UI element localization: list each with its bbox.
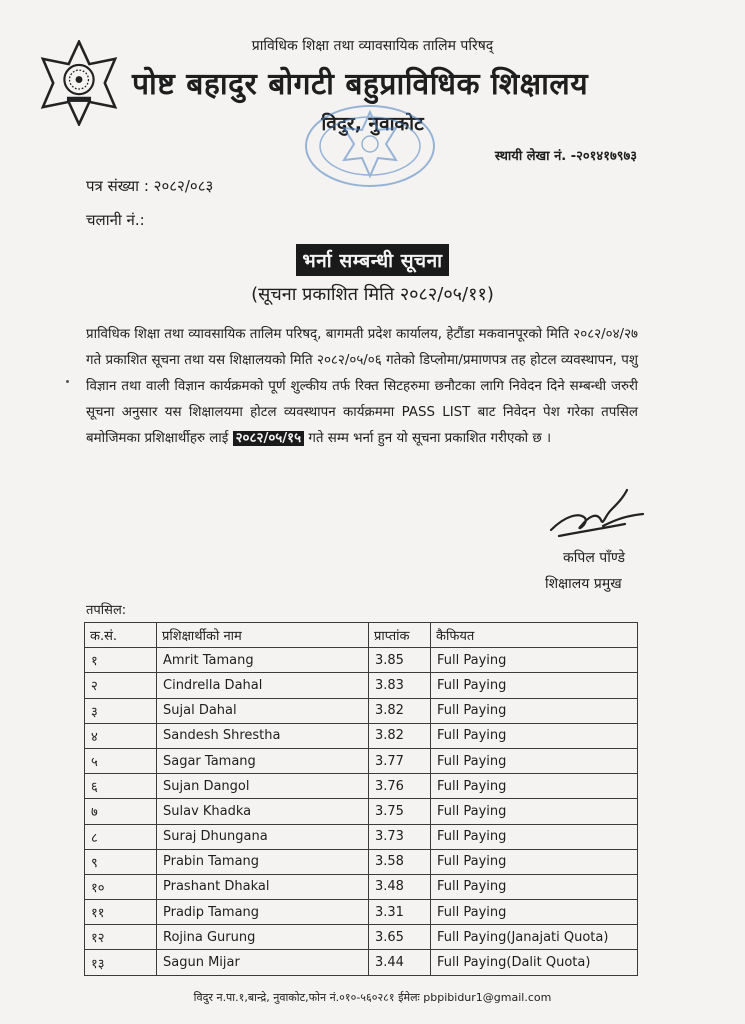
table-row bbox=[85, 925, 638, 950]
table-row bbox=[85, 950, 638, 975]
cell-name: Pradip Tamang bbox=[157, 900, 369, 925]
cell-name: Amrit Tamang bbox=[157, 648, 369, 673]
cell-serial: ८ bbox=[85, 824, 157, 849]
cell-score: 3.76 bbox=[369, 774, 431, 799]
cell-remarks: Full Paying bbox=[431, 824, 638, 849]
cell-remarks: Full Paying bbox=[431, 774, 638, 799]
office-seal-icon bbox=[300, 100, 440, 192]
cell-serial: ११ bbox=[85, 900, 157, 925]
letter-number: पत्र संख्या : २०८२/०८३ bbox=[86, 177, 214, 195]
cell-serial: १३ bbox=[85, 950, 157, 975]
table-row bbox=[85, 874, 638, 899]
footer-contact bbox=[0, 990, 745, 1005]
council-name: प्राविधिक शिक्षा तथा व्यावसायिक तालिम परिषद् bbox=[251, 38, 494, 54]
cell-serial: २ bbox=[85, 673, 157, 698]
footer-email: pbpibidur1@gmail.com bbox=[423, 991, 552, 1004]
table-row bbox=[85, 723, 638, 748]
header-serial: क.सं. bbox=[85, 623, 157, 648]
cell-name: Sagun Mijar bbox=[157, 950, 369, 975]
table-row bbox=[85, 648, 638, 673]
header-name: प्रशिक्षार्थीको नाम bbox=[157, 623, 369, 648]
table-row bbox=[85, 673, 638, 698]
cell-remarks: Full Paying bbox=[431, 723, 638, 748]
cell-remarks: Full Paying bbox=[431, 874, 638, 899]
annex-label: तपसिल: bbox=[86, 603, 127, 618]
cell-score: 3.75 bbox=[369, 799, 431, 824]
stray-mark bbox=[66, 380, 69, 383]
cell-serial: ३ bbox=[85, 698, 157, 723]
cell-score: 3.31 bbox=[369, 900, 431, 925]
cell-name: Sulav Khadka bbox=[157, 799, 369, 824]
cell-remarks: Full Paying(Janajati Quota) bbox=[431, 925, 638, 950]
cell-remarks: Full Paying(Dalit Quota) bbox=[431, 950, 638, 975]
cell-remarks: Full Paying bbox=[431, 799, 638, 824]
student-table bbox=[84, 622, 638, 976]
cell-score: 3.48 bbox=[369, 874, 431, 899]
cell-serial: १ bbox=[85, 648, 157, 673]
cell-serial: ७ bbox=[85, 799, 157, 824]
table-row bbox=[85, 698, 638, 723]
cell-name: Sujan Dangol bbox=[157, 774, 369, 799]
cell-score: 3.83 bbox=[369, 673, 431, 698]
table-row bbox=[85, 774, 638, 799]
dispatch-number: चलानी नं.: bbox=[86, 211, 145, 229]
cell-remarks: Full Paying bbox=[431, 648, 638, 673]
cell-name: Suraj Dhungana bbox=[157, 824, 369, 849]
school-location: विदुर, नुवाकोट bbox=[321, 113, 424, 135]
notice-body-text: प्राविधिक शिक्षा तथा व्यावसायिक तालिम परिषद्, बागमती प्रदेश कार्यालय, हेटौंडा मकवानपूरको मिति २०८२/०४/२७ गते प्रकाशित सूचना तथा यस शिक्षालयको मिति २०८२/०५/०६ गतेको डिप्लोमा/प्रमाणपत्र तह होटल व्यवस्थापन, पशु विज्ञान तथा वाली विज्ञान कार्यक्रमको पूर्ण शुल्कीय तर्फ रिक्त सिटहरुमा छनौटका लागि निवेदन दिने सम्बन्धी जरुरी सूचना अनुसार यस शिक्षालयमा होटल व्यवस्थापन कार्यक्रममा PASS LIST बाट निवेदन पेश गरेका तपसिल बमोजिमका प्रशिक्षार्थीहरु लाई bbox=[86, 327, 638, 446]
cell-score: 3.58 bbox=[369, 849, 431, 874]
table-row bbox=[85, 849, 638, 874]
signatory-title: शिक्षालय प्रमुख bbox=[545, 576, 622, 592]
table-row bbox=[85, 748, 638, 773]
notice-title: भर्ना सम्बन्धी सूचना bbox=[296, 244, 448, 276]
table-row bbox=[85, 900, 638, 925]
cell-score: 3.65 bbox=[369, 925, 431, 950]
table-row bbox=[85, 824, 638, 849]
cell-name: Prashant Dhakal bbox=[157, 874, 369, 899]
admission-deadline: २०८२/०५/१५ bbox=[233, 431, 305, 446]
publish-date: (सूचना प्रकाशित मिति २०८२/०५/११) bbox=[251, 284, 494, 305]
cell-serial: ५ bbox=[85, 748, 157, 773]
signatory-name: कपिल पाँण्डे bbox=[563, 550, 625, 566]
cell-name: Sujal Dahal bbox=[157, 698, 369, 723]
pan-number: स्थायी लेखा नं. -२०१४१७९७३ bbox=[494, 149, 637, 164]
cell-serial: १० bbox=[85, 874, 157, 899]
cell-name: Prabin Tamang bbox=[157, 849, 369, 874]
cell-name: Cindrella Dahal bbox=[157, 673, 369, 698]
header-remarks: कैफियत bbox=[431, 623, 638, 648]
cell-serial: ४ bbox=[85, 723, 157, 748]
cell-score: 3.82 bbox=[369, 723, 431, 748]
cell-remarks: Full Paying bbox=[431, 698, 638, 723]
header-score: प्राप्तांक bbox=[369, 623, 431, 648]
cell-remarks: Full Paying bbox=[431, 900, 638, 925]
table-header-row bbox=[85, 623, 638, 648]
cell-serial: १२ bbox=[85, 925, 157, 950]
cell-score: 3.73 bbox=[369, 824, 431, 849]
cell-remarks: Full Paying bbox=[431, 673, 638, 698]
table-row bbox=[85, 799, 638, 824]
cell-name: Rojina Gurung bbox=[157, 925, 369, 950]
cell-score: 3.82 bbox=[369, 698, 431, 723]
signature-icon bbox=[545, 486, 649, 546]
cell-name: Sandesh Shrestha bbox=[157, 723, 369, 748]
footer-address: विदुर न.पा.१,बान्द्रे, नुवाकोट,फोन नं.०१०-५६०२८१ ईमेलः bbox=[193, 991, 420, 1004]
cell-serial: ६ bbox=[85, 774, 157, 799]
cell-remarks: Full Paying bbox=[431, 849, 638, 874]
cell-score: 3.77 bbox=[369, 748, 431, 773]
cell-serial: ९ bbox=[85, 849, 157, 874]
notice-title-wrap bbox=[0, 244, 745, 276]
cell-score: 3.44 bbox=[369, 950, 431, 975]
school-name: पोष्ट बहादुर बोगटी बहुप्राविधिक शिक्षालय bbox=[132, 67, 589, 102]
cell-score: 3.85 bbox=[369, 648, 431, 673]
notice-body bbox=[86, 322, 638, 452]
cell-name: Sagar Tamang bbox=[157, 748, 369, 773]
cell-remarks: Full Paying bbox=[431, 748, 638, 773]
notice-body-ending: गते सम्म भर्ना हुन यो सूचना प्रकाशित गरीएको छ । bbox=[308, 431, 552, 446]
